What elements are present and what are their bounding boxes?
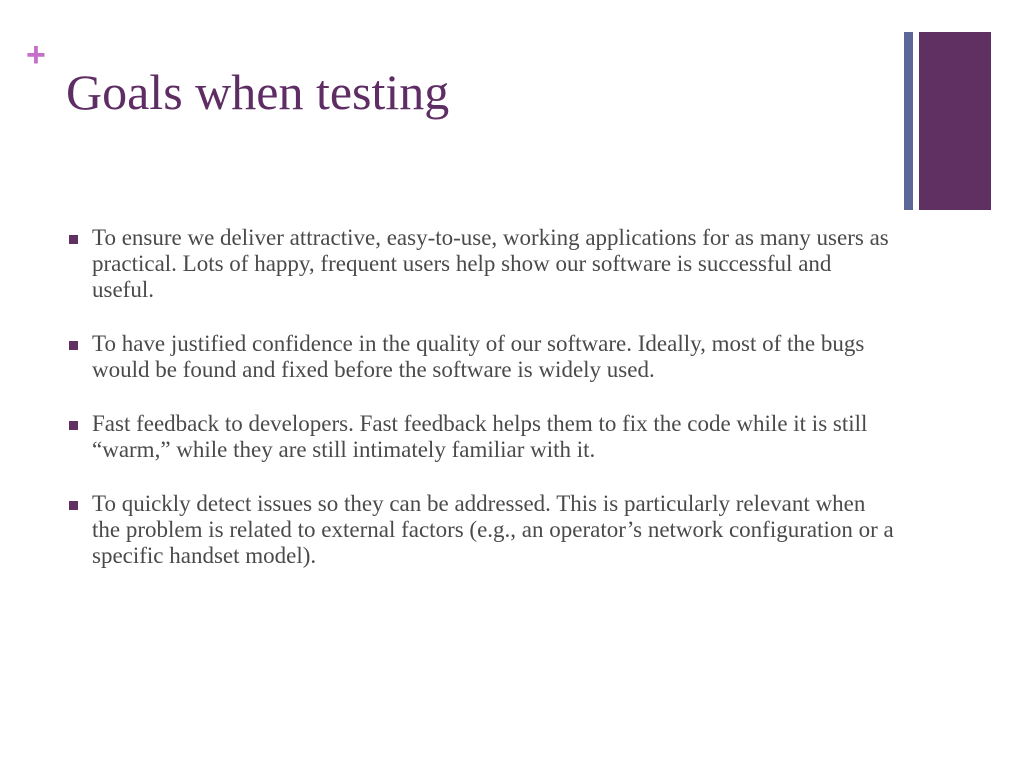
slide-title: Goals when testing [66, 64, 450, 120]
decorative-thin-bar [904, 32, 913, 210]
square-bullet-icon [69, 341, 78, 350]
plus-icon: + [26, 36, 46, 74]
square-bullet-icon [69, 235, 78, 244]
bullet-text: Fast feedback to developers. Fast feedback helps them to fix the code while it is still “warm,” while they are still intimately familiar with it. [92, 411, 868, 462]
bullet-item [66, 491, 896, 569]
square-bullet-icon [69, 501, 78, 510]
square-bullet-icon [69, 421, 78, 430]
bullet-item [66, 411, 896, 463]
bullet-text: To ensure we deliver attractive, easy-to-use, working applications for as many users as practical. Lots of happy, frequent users help show our software is successful and useful. [92, 225, 889, 302]
bullet-text: To have justified confidence in the quality of our software. Ideally, most of the bugs would be found and fixed before the software is widely used. [92, 331, 865, 382]
bullet-text: To quickly detect issues so they can be addressed. This is particularly relevant when the problem is related to external factors (e.g., an operator’s network configuration or a specific handset model). [92, 491, 894, 568]
decorative-thick-bar [919, 32, 991, 210]
bullet-item [66, 331, 896, 383]
bullet-item [66, 225, 896, 303]
bullet-list [66, 225, 896, 597]
